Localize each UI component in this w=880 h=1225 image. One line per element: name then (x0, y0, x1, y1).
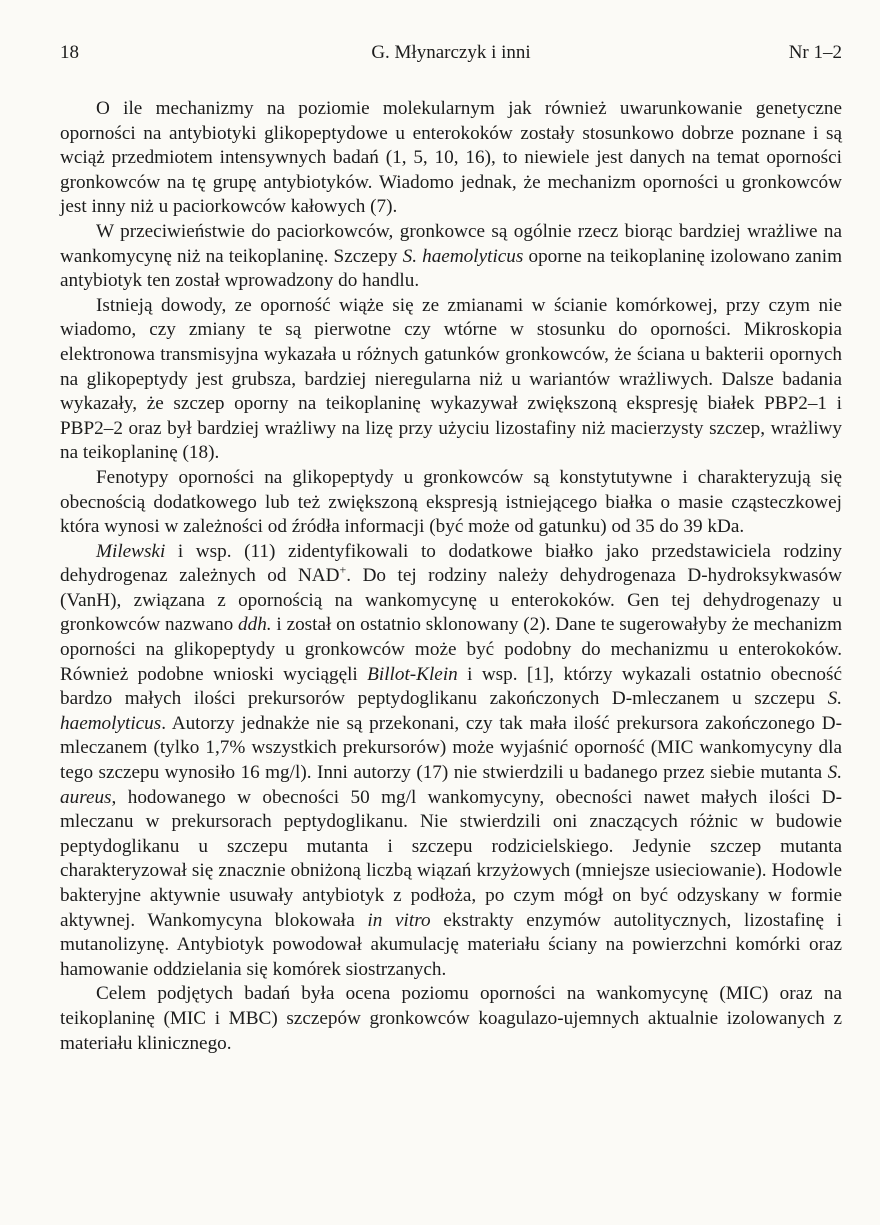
superscript-run: + (339, 562, 347, 577)
paragraph (60, 220, 842, 294)
text-run: Istnieją dowody, ze oporność wiąże się ze zmianami w ścianie komórkowej, przy czym nie wiadomo, czy zmiany te są pierwotne czy wtórne w stosunku do oporności. Mikroskopia elektronowa transmisyjna wykazała u różnych gatunków gronkowców, że ściana u bakterii opornych na glikopeptydy jest grubsza, bardziej nieregularna niż u wariantów wrażliwych. Dalsze badania wykazały, że szczep oporny na teikoplaninę wykazywał zwiększoną ekspresję białek PBP2–1 i PBP2–2 oraz był bardziej wrażliwy na lizę przy użyciu lizostafiny niż macierzysty szczep, wrażliwy na teikoplaninę (18). (60, 294, 842, 464)
article-body (60, 97, 842, 1056)
text-run: . Autorzy jednakże nie są przekonani, czy tak mała ilość prekursora zakończonego D-mleczanem (tylko 1,7% wszystkich prekursorów) może wyjaśnić oporność (MIC wankomycyny dla tego szczepu wynosiło 16 mg/l). Inni autorzy (17) nie stwierdzili u badanego przez siebie mutanta (60, 712, 842, 784)
running-title: G. Młynarczyk i inni (371, 42, 531, 63)
italic-run: Milewski (96, 540, 166, 562)
italic-run: in vitro (367, 909, 431, 931)
italic-run: S. haemolyticus (60, 688, 842, 734)
italic-run: S. haemolyticus (402, 245, 524, 267)
text-run: O ile mechanizmy na poziomie molekularnym jak również uwarunkowanie genetyczne oporności na antybiotyki glikopeptydowe u enterokoków zostały stosunkowo dobrze poznane i są wciąż przedmiotem intensywnych badań (1, 5, 10, 16), to niewiele jest danych na temat oporności gronkowców na tę grupę antybiotyków. Wiadomo jednak, że mechanizm oporności u gronkowców jest inny niż u paciorkowców kałowych (7). (60, 98, 842, 218)
paragraph (60, 466, 842, 540)
italic-run: ddh. (238, 614, 272, 636)
italic-run: S. aureus (60, 762, 842, 808)
text-run: i został on ostatnio sklonowany (2). Dane te sugerowałyby że mechanizm oporności na glikopeptydy u gronkowców może być podobny do mechanizmu u enterokoków. Również podobne wnioski wyciągęli (60, 614, 842, 685)
text-run: W przeciwieństwie do paciorkowców, gronkowce są ogólnie rzecz biorąc bardziej wrażliwe na wankomycynę niż na teikoplaninę. Szczepy (60, 220, 842, 267)
paragraph (60, 982, 842, 1056)
paragraph (60, 97, 842, 220)
page-number: 18 (60, 42, 79, 63)
paragraph (60, 540, 842, 983)
text-run: . Do tej rodziny należy dehydrogenaza D-hydroksykwasów (VanH), związana z opornością na wankomycynę u enterokoków. Gen tej dehydrogenazy u gronkowców nazwano (60, 565, 842, 636)
text-run: ekstrakty enzymów autolitycznych, lizostafinę i mutanolizynę. Antybiotyk powodował akumulację materiału ściany na powierzchni komórki oraz hamowanie oddzielania się komórek siostrzanych. (60, 909, 842, 980)
italic-run: Billot-Klein (367, 663, 458, 685)
text-run: i wsp. [1], którzy wykazali ostatnio obecność bardzo małych ilości prekursorów peptydoglikanu zakończonych D-mleczanem u szczepu (60, 663, 843, 710)
text-run: Fenotypy oporności na glikopeptydy u gronkowców są konstytutywne i charakteryzują się obecnością dodatkowego lub też zwiększoną ekspresją istniejącego białka o masie cząsteczkowej która wynosi w zależności od źródła informacji (być może od gatunku) od 35 do 39 kDa. (60, 466, 842, 538)
text-run: oporne na teikoplaninę izolowano zanim antybiotyk ten został wprowadzony do handlu. (60, 245, 842, 292)
running-header (60, 40, 842, 66)
text-run: Celem podjętych badań była ocena poziomu oporności na wankomycynę (MIC) oraz na teikoplaninę (MIC i MBC) szczepów gronkowców koagulazo-ujemnych aktualnie izolowanych z materiału klinicznego. (60, 983, 842, 1054)
text-run: i wsp. (11) zidentyfikowali to dodatkowe białko jako przedstawiciela rodziny dehydrogenaz zależnych od NAD (60, 540, 842, 587)
text-run: , hodowanego w obecności 50 mg/l wankomycyny, obecności nawet małych ilości D-mleczanu w prekursorach peptydoglikanu. Nie stwierdzili oni znaczących różnic w budowie peptydoglikanu u szczepu mutanta i szczepu rodzicielskiego. Jedynie szczep mutanta charakteryzował się znacznie obniżoną liczbą wiązań krzyżowych (mniejsze usieciowanie). Hodowle bakteryjne aktywnie usuwały antybiotyk z podłoża, po czym mógł on być odzyskany w formie aktywnej. Wankomycyna blokowała (60, 786, 842, 931)
issue-number: Nr 1–2 (788, 42, 842, 63)
paragraph (60, 294, 842, 466)
